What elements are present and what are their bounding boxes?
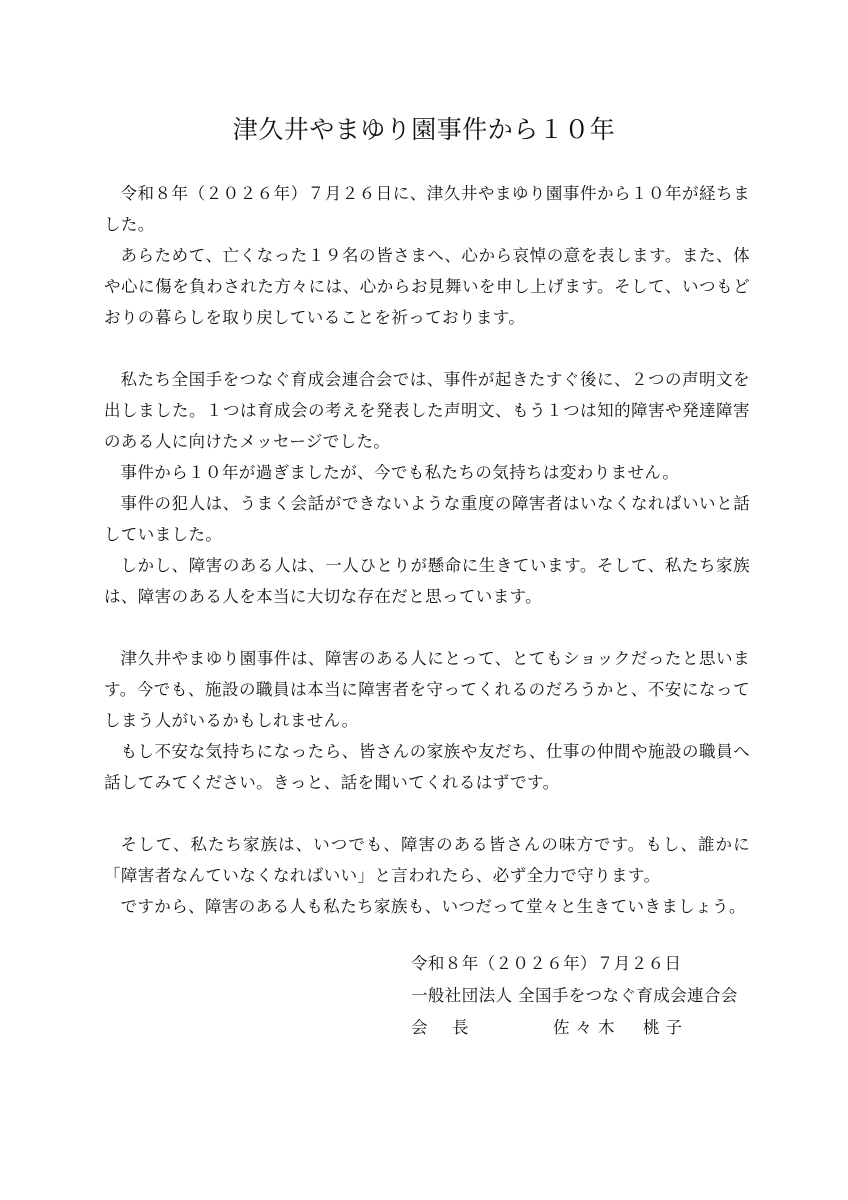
section-4 [104,829,750,922]
paragraph: そして、私たち家族は、いつでも、障害のある皆さんの味方です。もし、誰かに「障害者なんていなくなればいい」と言われたら、必ず全力で守ります。 [104,835,750,885]
paragraph: 事件から１０年が過ぎましたが、今でも私たちの気持ちは変わりません。 [120,463,680,482]
signature-date: 令和８年（２０２６年）７月２６日 [411,954,682,973]
signature-name: 佐々木 桃子 [553,1018,688,1037]
paragraph: ですから、障害のある人も私たち家族も、いつだって堂々と生きていきましょう。 [120,897,746,916]
paragraph: 私たち全国手をつなぐ育成会連合会では、事件が起きたすぐ後に、２つの声明文を出しました。１つは育成会の考えを発表した声明文、もう１つは知的障害や発達障害のある人に向けたメッセージでした。 [104,370,750,451]
signature-person [411,1012,791,1044]
paragraph: 事件の犯人は、うまく会話ができないような重度の障害者はいなくなればいいと話していました。 [104,494,750,544]
document-title: 津久井やまゆり園事件から１０年 [232,115,616,144]
paragraph: もし不安な気持ちになったら、皆さんの家族や友だち、仕事の仲間や施設の職員へ話してみてください。きっと、話を聞いてくれるはずです。 [104,742,750,792]
section-1 [104,178,750,333]
section-3 [104,643,750,798]
section-gap [104,333,750,364]
paragraph: 津久井やまゆり園事件は、障害のある人にとって、とてもショックだったと思います。今でも、施設の職員は本当に障害者を守ってくれるのだろうかと、不安になってしまう人がいるかもしれません。 [104,649,750,730]
document-body [104,178,750,922]
paragraph: しかし、障害のある人は、一人ひとりが懸命に生きています。そして、私たち家族は、障害のある人を本当に大切な存在だと思っています。 [104,556,750,606]
signature-role: 会 長 [411,1018,473,1037]
section-gap [104,612,750,643]
signature-organization: 一般社団法人 全国手をつなぐ育成会連合会 [411,986,738,1005]
paragraph: あらためて、亡くなった１９名の皆さまへ、心から哀悼の意を表します。また、体や心に傷を負わされた方々には、心からお見舞いを申し上げます。そして、いつもどおりの暮らしを取り戻していることを祈っております。 [104,246,750,327]
section-2 [104,364,750,612]
section-gap [104,798,750,829]
paragraph: 令和８年（２０２６年）７月２６日に、津久井やまゆり園事件から１０年が経ちました。 [104,184,750,234]
signature-block [411,948,791,1044]
